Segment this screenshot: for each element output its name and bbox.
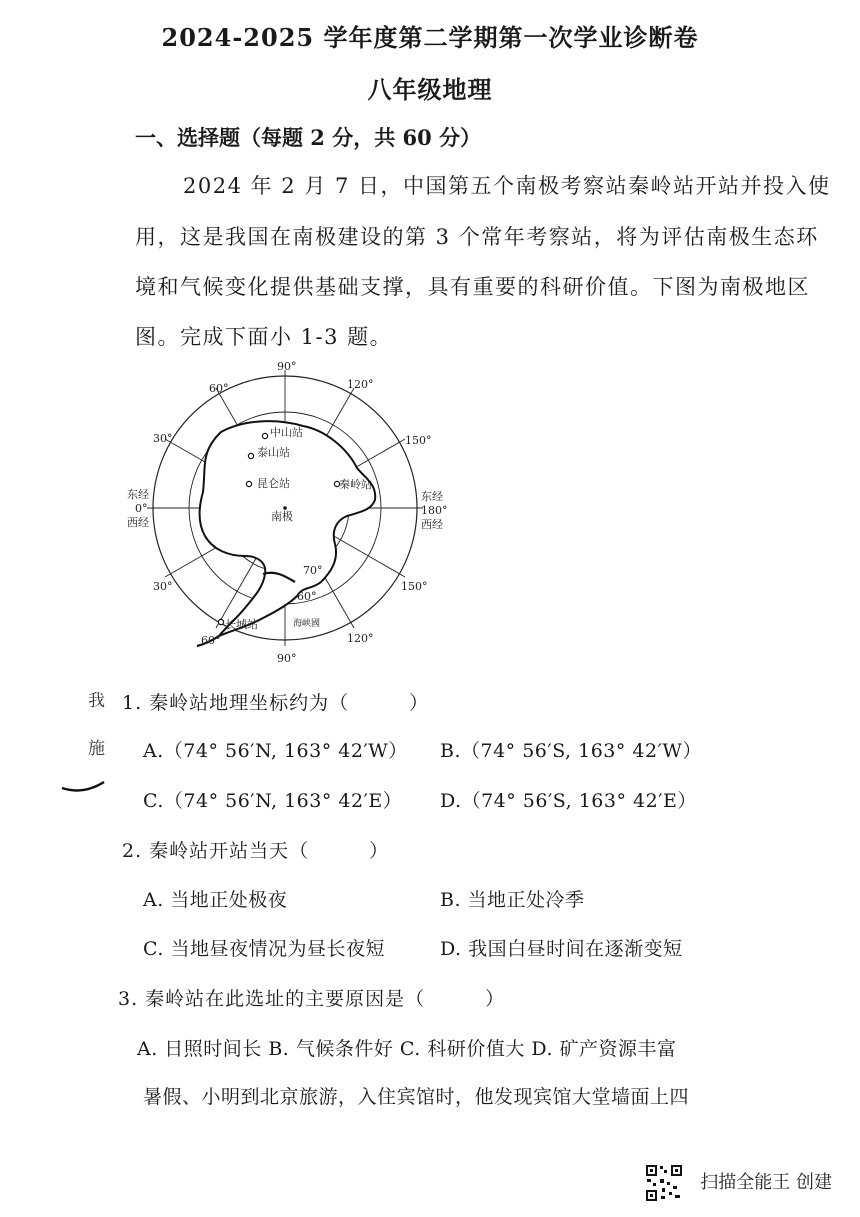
question-1-option-b: B.（74° 56′S, 163° 42′W）: [440, 740, 702, 762]
lon-label-bl-60: 60°: [201, 634, 221, 647]
lon-label-bottom: 90°: [277, 652, 297, 665]
question-2-option-b: B. 当地正处冷季: [440, 889, 585, 911]
intro-line-3: 境和气候变化提供基础支撑，具有重要的科研价值。下图为南极地区: [135, 275, 810, 299]
lon-label-west: 西经: [127, 516, 149, 529]
label-qinling: 秦岭站: [339, 478, 372, 491]
intro-line-2: 用，这是我国在南极建设的第 3 个常年考察站，将为评估南极生态环: [135, 225, 819, 249]
handwriting-stroke: [60, 776, 108, 798]
lon-label-tl-60: 60°: [209, 382, 229, 395]
lon-label-west-right: 西经: [421, 518, 443, 531]
label-pole: 南极: [271, 510, 293, 523]
question-1-stem: 1. 秦岭站地理坐标约为（ ）: [122, 692, 430, 714]
antarctica-map: [125, 360, 465, 670]
label-changcheng: 长城站: [225, 618, 258, 631]
lat-label-70: 70°: [303, 564, 323, 577]
zhongshan-station-marker: [262, 433, 267, 438]
question-2-option-d: D. 我国白昼时间在逐渐变短: [440, 938, 683, 960]
label-kunlun: 昆仑站: [257, 477, 290, 490]
question-1-option-d: D.（74° 56′S, 163° 42′E）: [440, 790, 697, 812]
lon-label-east: 东经: [127, 488, 149, 501]
question-1-option-a: A.（74° 56′N, 163° 42′W）: [143, 740, 408, 762]
label-zhongshan: 中山站: [270, 426, 303, 439]
lon-label-bl-30: 30°: [153, 580, 173, 593]
lat-label-60: 60°: [297, 590, 317, 603]
label-taishan: 泰山站: [257, 446, 290, 459]
label-strait: 海峡國: [293, 619, 321, 629]
exam-title: 2024-2025 学年度第二学期第一次学业诊断卷: [161, 23, 699, 52]
handwriting-mark-2: 施: [88, 739, 105, 759]
lon-label-r-150: 150°: [405, 434, 432, 447]
taishan-station-marker: [248, 453, 253, 458]
lon-label-tr-120: 120°: [347, 378, 374, 391]
lon-label-br-150: 150°: [401, 580, 428, 593]
kunlun-station-marker: [246, 481, 251, 486]
next-passage-line: 暑假、小明到北京旅游，入住宾馆时，他发现宾馆大堂墙面上四: [143, 1086, 690, 1108]
changcheng-station-marker: [218, 619, 223, 624]
lon-label-180: 180°: [421, 504, 448, 517]
lon-label-east-right: 东经: [421, 490, 443, 503]
lon-label-zero: 0°: [135, 502, 148, 515]
section-heading: 一、选择题（每题 2 分，共 60 分）: [135, 125, 482, 150]
question-3-options: A. 日照时间长 B. 气候条件好 C. 科研价值大 D. 矿产资源丰富: [137, 1038, 677, 1060]
lon-label-br-120: 120°: [347, 632, 374, 645]
question-1-option-c: C.（74° 56′N, 163° 42′E）: [143, 790, 403, 812]
lon-label-top: 90°: [277, 360, 297, 373]
question-2-option-c: C. 当地昼夜情况为昼长夜短: [143, 938, 385, 960]
scanner-watermark: 扫描全能王 创建: [700, 1172, 832, 1193]
qr-code-icon: [645, 1164, 683, 1202]
lon-label-l-30: 30°: [153, 432, 173, 445]
question-3-stem: 3. 秦岭站在此选址的主要原因是（ ）: [118, 988, 506, 1010]
handwriting-mark-1: 我: [88, 691, 105, 711]
question-2-stem: 2. 秦岭站开站当天（ ）: [122, 840, 390, 862]
exam-subtitle: 八年级地理: [367, 75, 493, 104]
intro-line-4: 图。完成下面小 1-3 题。: [135, 325, 393, 349]
question-2-option-a: A. 当地正处极夜: [143, 889, 288, 911]
intro-line-1: 2024 年 2 月 7 日，中国第五个南极考察站秦岭站开站并投入使: [183, 174, 831, 198]
